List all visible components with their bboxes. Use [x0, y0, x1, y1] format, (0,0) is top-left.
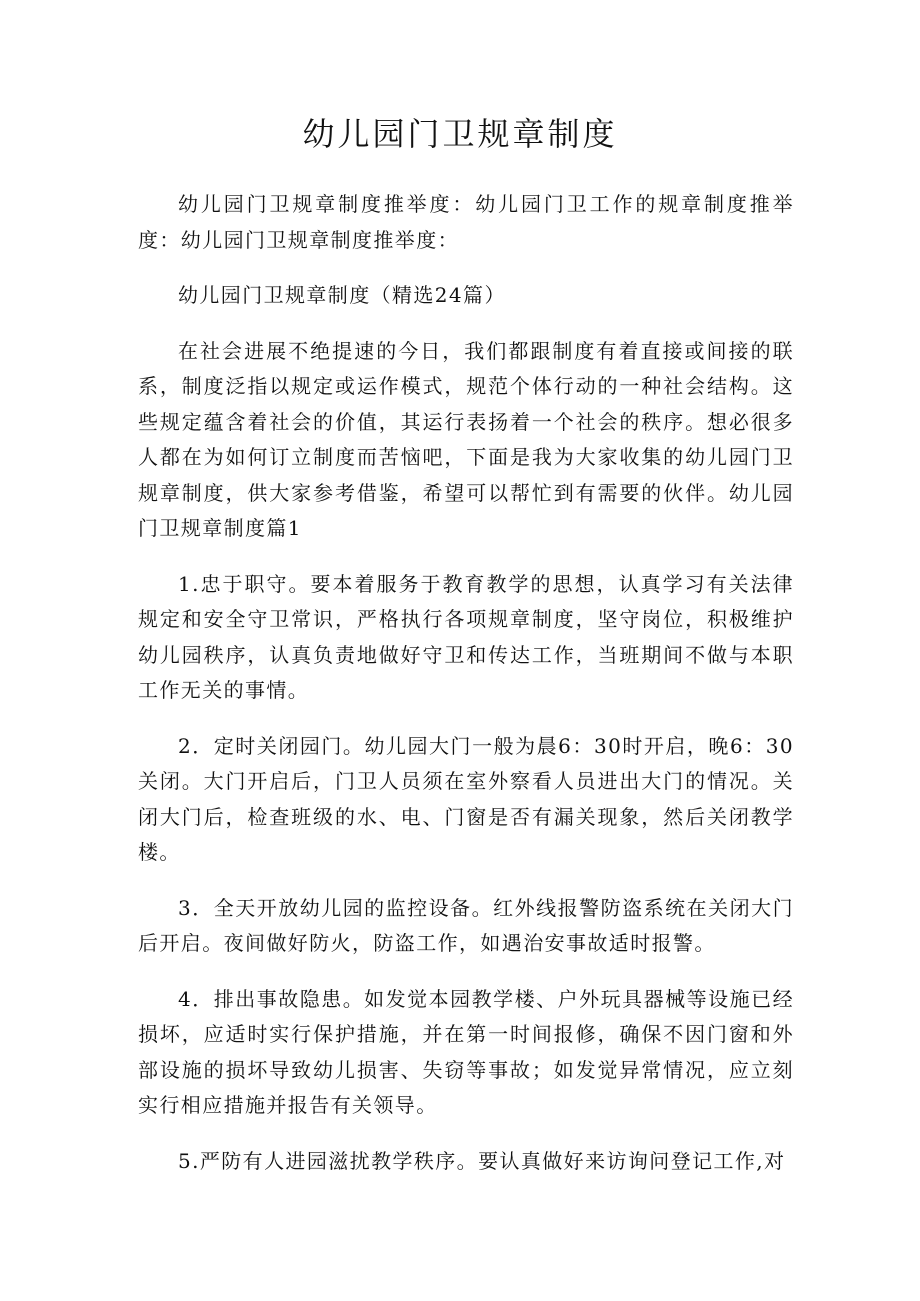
paragraph-subtitle: 幼儿园门卫规章制度（精选24篇）	[178, 283, 506, 307]
paragraph-item-4: 4．排出事故隐患。如发觉本园教学楼、户外玩具器械等设施已经损坏，应适时实行保护措施，并在第一时间报修，确保不因门窗和外部设施的损坏导致幼儿损害、失窃等事故；如发觉异常情况，应立刻实行相应措施并报告有关领导。	[138, 986, 794, 1117]
paragraph-item-3: 3．全天开放幼儿园的监控设备。红外线报警防盗系统在关闭大门后开启。夜间做好防火，防盗工作，如遇治安事故适时报警。	[138, 895, 794, 955]
paragraph-item-1: 1.忠于职守。要本着服务于教育教学的思想，认真学习有关法律规定和安全守卫常识，严格执行各项规章制度，坚守岗位，积极维护幼儿园秩序，认真负责地做好守卫和传达工作，当班期间不做与本职工作无关的事情。	[138, 571, 794, 702]
document-body	[138, 187, 794, 1199]
paragraph-item-5: 5.严防有人进园滋扰教学秩序。要认真做好来访询问登记工作,对	[178, 1148, 786, 1173]
paragraph-intro: 幼儿园门卫规章制度推举度：幼儿园门卫工作的规章制度推举度：幼儿园门卫规章制度推举度：	[138, 192, 794, 252]
document-title: 幼儿园门卫规章制度	[302, 115, 618, 153]
paragraph-item-2: 2．定时关闭园门。幼儿园大门一般为晨6：30时开启，晚6：30关闭。大门开启后，门卫人员须在室外察看人员进出大门的情况。关闭大门后，检查班级的水、电、门窗是否有漏关现象，然后关闭教学楼。	[138, 733, 794, 864]
paragraph-preface: 在社会进展不绝提速的今日，我们都跟制度有着直接或间接的联系，制度泛指以规定或运作模式，规范个体行动的一种社会结构。这些规定蕴含着社会的价值，其运行表扬着一个社会的秩序。想必很多人都在为如何订立制度而苦恼吧，下面是我为大家收集的幼儿园门卫规章制度，供大家参考借鉴，希望可以帮忙到有需要的伙伴。幼儿园门卫规章制度篇1	[138, 338, 794, 540]
